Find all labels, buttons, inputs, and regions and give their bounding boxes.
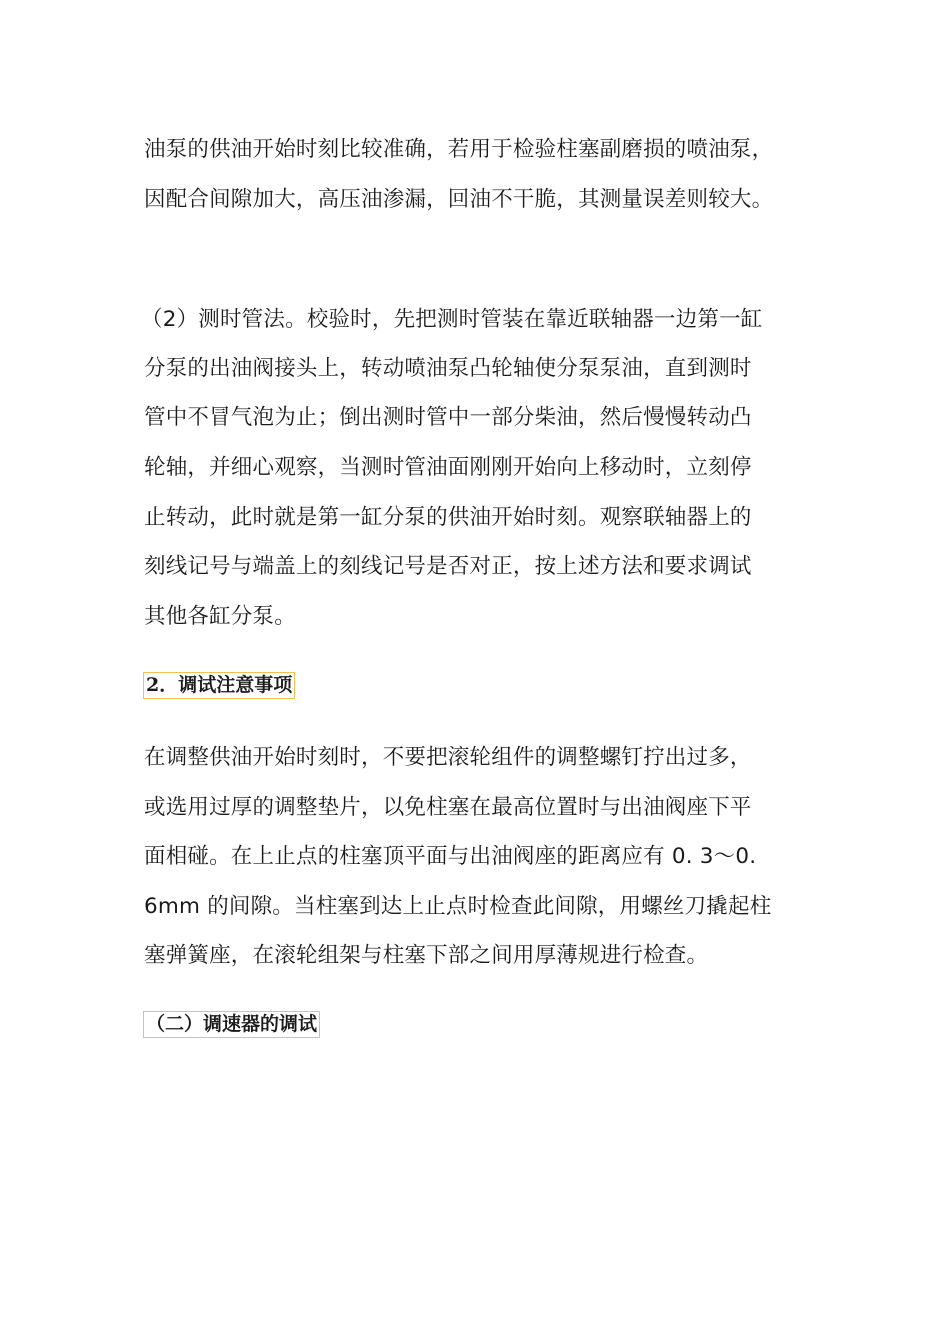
paragraph-1-line-1: 油泵的供油开始时刻比较准确，若用于检验柱塞副磨损的喷油泵， <box>144 137 774 162</box>
paragraph-2-line-4: 轮轴，并细心观察，当测时管油面刚刚开始向上移动时，立刻停 <box>144 455 752 480</box>
paragraph-3-line-3: 面相碰。在上止点的柱塞顶平面与出油阀座的距离应有 0. 3～0. <box>144 844 757 869</box>
paragraph-3-line-2: 或选用过厚的调整垫片，以免柱塞在最高位置时与出油阀座下平 <box>144 795 752 820</box>
paragraph-2-line-5: 止转动，此时就是第一缸分泵的供油开始时刻。观察联轴器上的 <box>144 505 752 530</box>
paragraph-3-line-1: 在调整供油开始时刻时，不要把滚轮组件的调整螺钉拧出过多， <box>144 745 752 770</box>
section-heading-governor: （二）调速器的调试 <box>143 1011 320 1038</box>
paragraph-2-line-6: 刻线记号与端盖上的刻线记号是否对正，按上述方法和要求调试 <box>144 554 752 579</box>
paragraph-2-line-3: 管中不冒气泡为止；倒出测时管中一部分柴油，然后慢慢转动凸 <box>144 405 752 430</box>
section-heading-2: 2．调试注意事项 <box>143 672 295 699</box>
paragraph-1-line-2: 因配合间隙加大，高压油渗漏，回油不干脆，其测量误差则较大。 <box>144 187 774 212</box>
paragraph-3-line-5: 塞弹簧座，在滚轮组架与柱塞下部之间用厚薄规进行检查。 <box>144 943 709 968</box>
paragraph-2-line-7: 其他各缸分泵。 <box>144 604 296 629</box>
paragraph-3-line-4: 6mm 的间隙。当柱塞到达上止点时检查此间隙，用螺丝刀撬起柱 <box>144 894 772 919</box>
paragraph-2-line-2: 分泵的出油阀接头上，转动喷油泵凸轮轴使分泵泵油，直到测时 <box>144 356 752 381</box>
paragraph-2-line-1: （2）测时管法。校验时，先把测时管装在靠近联轴器一边第一缸 <box>141 307 763 332</box>
